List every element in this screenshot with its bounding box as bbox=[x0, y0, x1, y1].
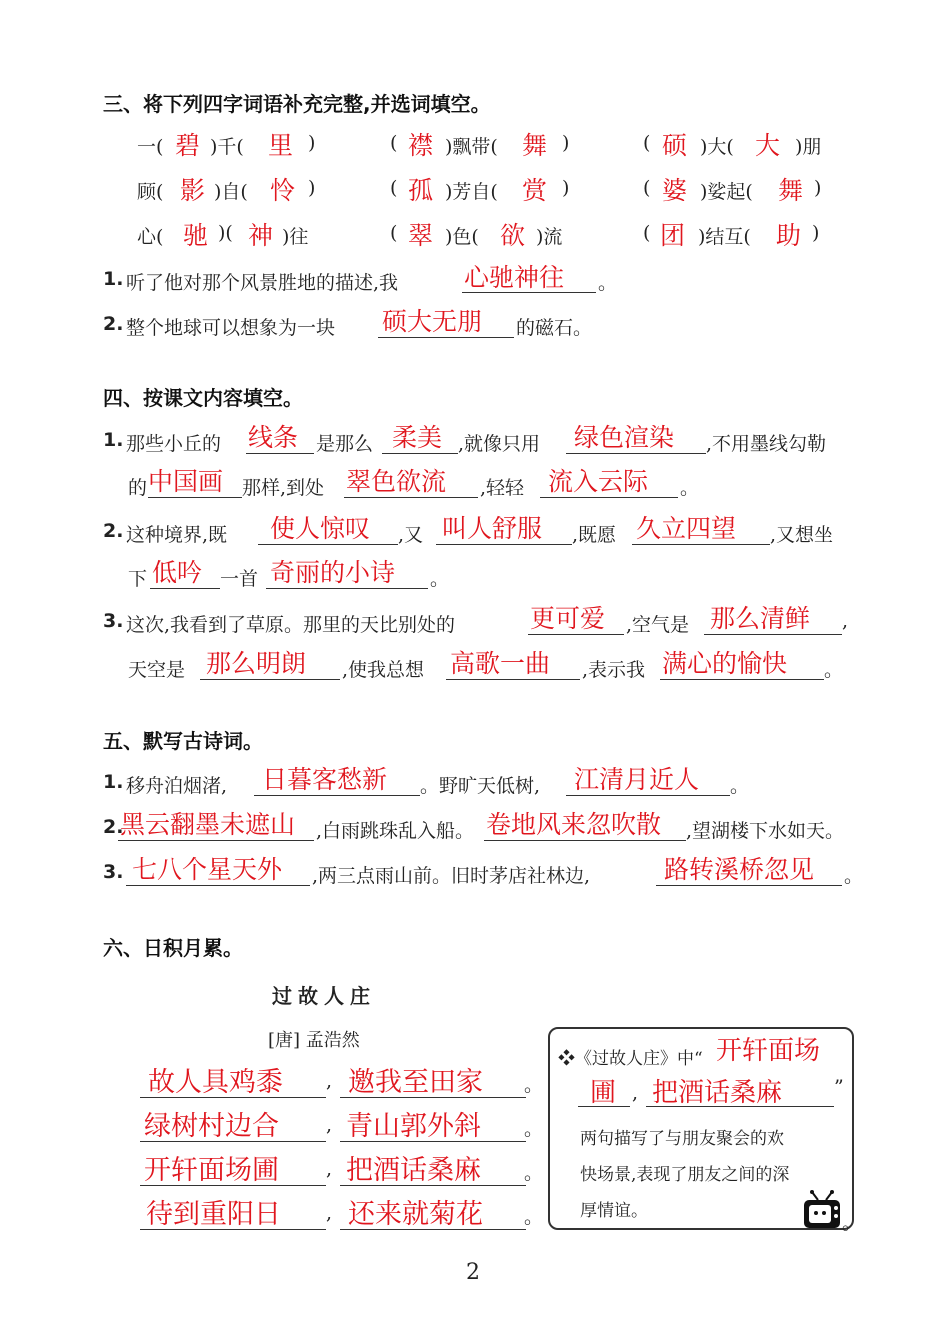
idiom-text: ) bbox=[308, 132, 316, 154]
box-text: 快场景,表现了朋友之间的深 bbox=[580, 1165, 790, 1185]
box-punct: ” bbox=[834, 1076, 844, 1098]
idiom-text: )往 bbox=[282, 226, 309, 248]
fill-answer: 黑云翻墨未遮山 bbox=[120, 810, 296, 839]
poem-answer: 待到重阳日 bbox=[146, 1199, 281, 1230]
question-text: 那样,到处 bbox=[242, 477, 325, 499]
idiom-text: ) bbox=[814, 177, 822, 199]
idiom-text: )飘带( bbox=[445, 136, 498, 158]
poem-answer: 开轩面场圃 bbox=[144, 1155, 279, 1186]
idiom-answer: 舞 bbox=[778, 176, 804, 205]
question-text: ,使我总想 bbox=[342, 659, 425, 681]
idiom-text: ( bbox=[643, 132, 651, 154]
idiom-answer: 硕 bbox=[662, 131, 688, 160]
idiom-text: 顾( bbox=[137, 181, 164, 203]
idiom-answer: 驰 bbox=[183, 221, 209, 250]
fill-answer: 绿色渲染 bbox=[574, 423, 675, 452]
fill-answer: 使人惊叹 bbox=[270, 514, 371, 543]
poem-answer: 青山郭外斜 bbox=[346, 1111, 481, 1142]
question-text: 。 bbox=[730, 775, 750, 797]
idiom-text: ( bbox=[390, 132, 398, 154]
idiom-text: ( bbox=[390, 177, 398, 199]
question-text: ,既愿 bbox=[572, 524, 617, 546]
idiom-answer: 婆 bbox=[662, 176, 688, 205]
poem-answer: 把酒话桑麻 bbox=[346, 1155, 481, 1186]
fill-answer: 线条 bbox=[248, 423, 299, 452]
poem-punct: , bbox=[326, 1070, 333, 1092]
idiom-text: ) bbox=[562, 132, 570, 154]
question-number: 2. bbox=[103, 313, 124, 335]
question-text: ,就像只用 bbox=[458, 433, 541, 455]
idiom-text: ) bbox=[308, 177, 316, 199]
idiom-text: )朋 bbox=[795, 136, 822, 158]
idiom-answer: 碧 bbox=[175, 131, 201, 160]
idiom-text: )色( bbox=[445, 226, 479, 248]
idiom-text: )自( bbox=[214, 181, 248, 203]
idiom-answer: 赏 bbox=[522, 176, 548, 205]
fill-answer: 低吟 bbox=[152, 558, 203, 587]
question-text: 天空是 bbox=[128, 659, 186, 681]
question-text: , bbox=[842, 610, 849, 632]
idiom-answer: 团 bbox=[660, 221, 686, 250]
box-answer: 把酒话桑麻 bbox=[652, 1078, 783, 1108]
poem-author: [唐] 孟浩然 bbox=[268, 1030, 360, 1051]
fill-answer: 翠色欲流 bbox=[346, 467, 447, 496]
idiom-text: )大( bbox=[700, 136, 734, 158]
idiom-text: ) bbox=[562, 177, 570, 199]
question-text: 听了他对那个风景胜地的描述,我 bbox=[126, 272, 399, 294]
question-text: 那些小丘的 bbox=[126, 433, 222, 455]
fill-answer: 路转溪桥忽见 bbox=[664, 855, 815, 884]
question-text: ,不用墨线勾勒 bbox=[706, 433, 827, 455]
poem-punct: , bbox=[326, 1114, 333, 1136]
poem-punct: 。 bbox=[524, 1118, 544, 1140]
question-number: 2. bbox=[103, 816, 124, 838]
box-punct: 。 bbox=[842, 1212, 862, 1234]
fill-answer: 满心的愉快 bbox=[662, 649, 788, 678]
question-text: 一首 bbox=[220, 568, 259, 590]
idiom-answer: 影 bbox=[180, 176, 206, 205]
fill-answer: 江清月近人 bbox=[574, 765, 700, 794]
idiom-answer: 里 bbox=[268, 131, 294, 160]
fill-answer: 中国画 bbox=[148, 467, 224, 496]
box-answer: 圃 bbox=[590, 1078, 617, 1108]
idiom-answer: 襟 bbox=[408, 131, 434, 160]
fill-answer: 硕大无朋 bbox=[382, 307, 483, 336]
idiom-text: ( bbox=[390, 222, 398, 244]
question-number: 2. bbox=[103, 520, 124, 542]
idiom-text: ) bbox=[812, 222, 820, 244]
question-text: 。 bbox=[844, 865, 864, 887]
poem-answer: 故人具鸡黍 bbox=[148, 1067, 283, 1098]
fill-answer: 柔美 bbox=[392, 423, 443, 452]
fill-answer: 更可爱 bbox=[530, 604, 606, 633]
section-6-title: 六、日积月累。 bbox=[103, 936, 243, 960]
question-text: ,轻轻 bbox=[480, 477, 525, 499]
idiom-answer: 神 bbox=[248, 221, 274, 250]
question-text: 整个地球可以想象为一块 bbox=[126, 317, 336, 339]
idiom-text: 心( bbox=[137, 226, 164, 248]
question-text: 这次,我看到了草原。那里的天比别处的 bbox=[126, 614, 456, 636]
idiom-text: )娑起( bbox=[700, 181, 753, 203]
fill-answer: 奇丽的小诗 bbox=[270, 558, 396, 587]
poem-punct: , bbox=[326, 1202, 333, 1224]
poem-title: 过故人庄 bbox=[272, 984, 376, 1008]
fill-answer: 叫人舒服 bbox=[442, 514, 543, 543]
fill-answer: 那么明朗 bbox=[206, 649, 307, 678]
question-text: 。 bbox=[680, 477, 700, 499]
idiom-answer: 怜 bbox=[270, 176, 296, 205]
question-text: 。 bbox=[598, 272, 618, 294]
box-text: 厚情谊。 bbox=[580, 1201, 648, 1221]
fill-answer: 流入云际 bbox=[548, 467, 649, 496]
poem-punct: 。 bbox=[524, 1074, 544, 1096]
box-intro: ❖《过故人庄》中“ bbox=[558, 1049, 703, 1069]
idiom-answer: 舞 bbox=[522, 131, 548, 160]
question-text: ,又想坐 bbox=[770, 524, 834, 546]
question-text: 。 bbox=[430, 568, 450, 590]
idiom-text: 一( bbox=[137, 136, 164, 158]
question-text: 这种境界,既 bbox=[126, 524, 228, 546]
section-3-title: 三、将下列四字词语补充完整,并选词填空。 bbox=[103, 92, 491, 116]
fill-answer: 心驰神往 bbox=[464, 263, 565, 292]
question-text: ,又 bbox=[398, 524, 424, 546]
tv-icon bbox=[800, 1190, 848, 1234]
question-text: 的磁石。 bbox=[516, 317, 593, 339]
question-number: 1. bbox=[103, 771, 124, 793]
question-number: 3. bbox=[103, 861, 124, 883]
question-text: 是那么 bbox=[316, 433, 374, 455]
box-punct: , bbox=[632, 1082, 639, 1104]
poem-answer: 还来就菊花 bbox=[348, 1199, 483, 1230]
idiom-answer: 大 bbox=[755, 131, 781, 160]
fill-answer: 高歌一曲 bbox=[450, 649, 551, 678]
question-number: 3. bbox=[103, 610, 124, 632]
question-text: 下 bbox=[128, 568, 148, 590]
idiom-text: )千( bbox=[210, 136, 244, 158]
idiom-answer: 助 bbox=[776, 221, 802, 250]
idiom-text: )( bbox=[218, 222, 233, 244]
question-number: 1. bbox=[103, 268, 124, 290]
fill-answer: 日暮客愁新 bbox=[262, 765, 388, 794]
poem-answer: 邀我至田家 bbox=[348, 1067, 483, 1098]
question-text: ,空气是 bbox=[626, 614, 690, 636]
idiom-answer: 欲 bbox=[500, 221, 526, 250]
idiom-text: )流 bbox=[536, 226, 563, 248]
fill-answer: 七八个星天外 bbox=[132, 855, 283, 884]
fill-answer: 卷地风来忽吹散 bbox=[486, 810, 662, 839]
section-4-title: 四、按课文内容填空。 bbox=[103, 386, 303, 410]
question-text: ,表示我 bbox=[582, 659, 646, 681]
question-number: 1. bbox=[103, 429, 124, 451]
idiom-text: ( bbox=[643, 222, 651, 244]
idiom-text: ( bbox=[643, 177, 651, 199]
poem-punct: , bbox=[326, 1158, 333, 1180]
question-text: ,两三点雨山前。旧时茅店社林边, bbox=[312, 865, 591, 887]
section-5-title: 五、默写古诗词。 bbox=[103, 729, 263, 753]
idiom-text: )芳自( bbox=[445, 181, 498, 203]
idiom-text: )结互( bbox=[698, 226, 751, 248]
idiom-answer: 翠 bbox=[408, 221, 434, 250]
poem-punct: 。 bbox=[524, 1162, 544, 1184]
box-answer: 开轩面场 bbox=[716, 1036, 821, 1066]
page-number: 2 bbox=[466, 1260, 480, 1285]
question-text: 。 bbox=[824, 659, 844, 681]
question-text: ,望湖楼下水如天。 bbox=[686, 820, 845, 842]
fill-answer: 久立四望 bbox=[636, 514, 737, 543]
poem-punct: 。 bbox=[524, 1206, 544, 1228]
poem-answer: 绿树村边合 bbox=[144, 1111, 279, 1142]
question-text: 的 bbox=[128, 477, 148, 499]
idiom-answer: 孤 bbox=[408, 176, 434, 205]
box-text: 两句描写了与朋友聚会的欢 bbox=[580, 1129, 784, 1149]
question-text: 移舟泊烟渚, bbox=[126, 775, 228, 797]
question-text: 。野旷天低树, bbox=[420, 775, 541, 797]
question-text: ,白雨跳珠乱入船。 bbox=[316, 820, 475, 842]
fill-answer: 那么清鲜 bbox=[710, 604, 811, 633]
